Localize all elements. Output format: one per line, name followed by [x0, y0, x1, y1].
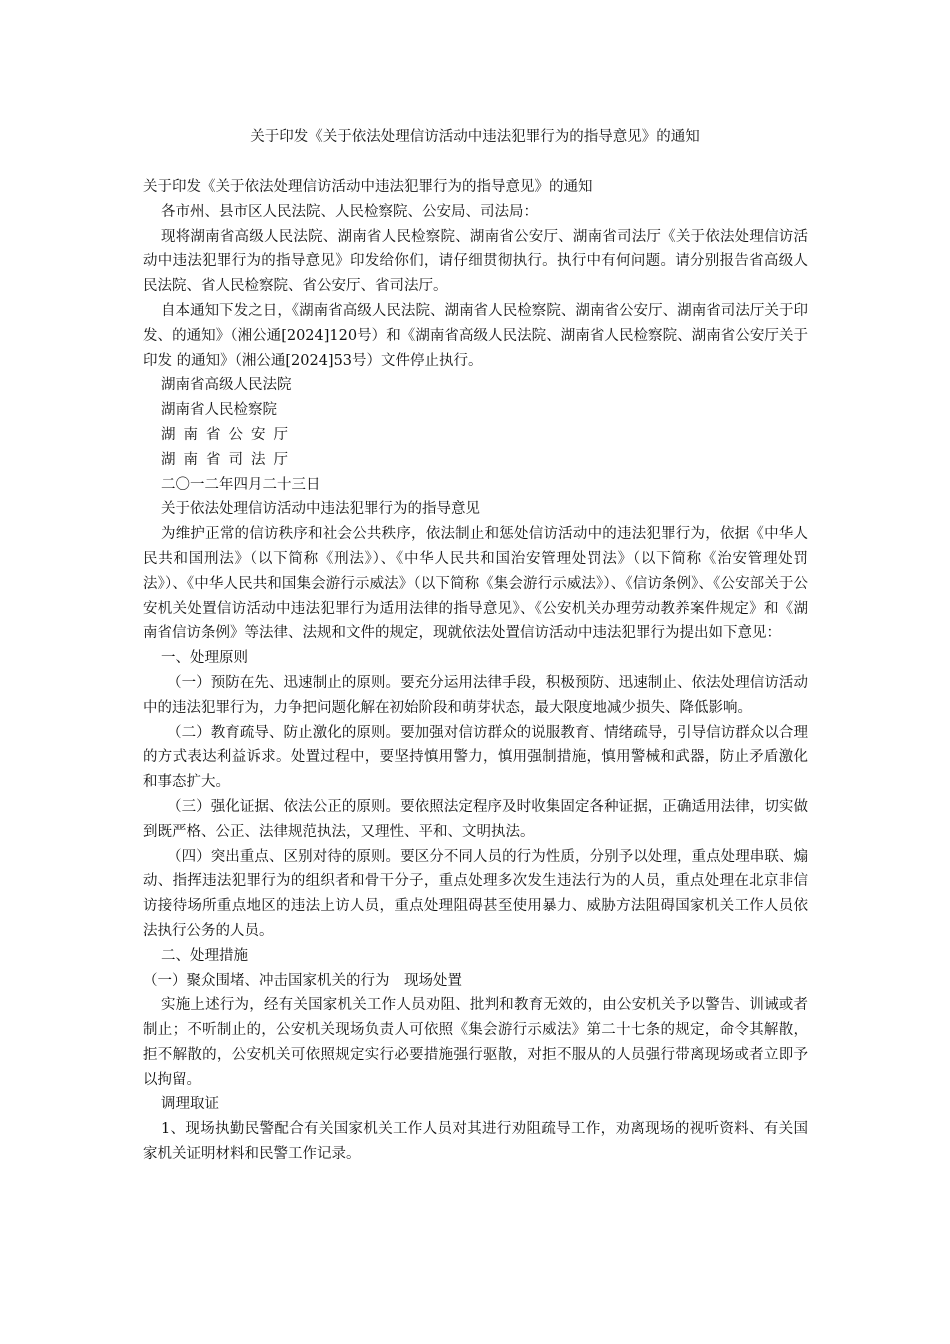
body-paragraph: 自本通知下发之日，《湖南省高级人民法院、湖南省人民检察院、湖南省公安厅、湖南省司法厅关于印发、的通知》（湘公通[2024]120号）和《湖南省高级人民法院、湖南省人民检察院、湖南省公安厅关于印发 的通知》（湘公通[2024]53号）文件停止执行。: [143, 302, 808, 369]
opinion-title: 关于依法处理信访活动中违法犯罪行为的指导意见: [161, 501, 480, 518]
body-paragraph: 1、现场执勤民警配合有关国家机关工作人员对其进行劝阻疏导工作，劝离现场的视听资料、有关国家机关证明材料和民警工作记录。: [143, 1121, 808, 1163]
subsection-heading: （一）聚众围堵、冲击国家机关的行为 现场处置: [143, 972, 462, 989]
signatory-court: 湖南省高级人民法院: [161, 377, 292, 394]
principle-paragraph: （四）突出重点、区别对待的原则。要区分不同人员的行为性质，分别予以处理，重点处理串联、煽动、指挥违法犯罪行为的组织者和骨干分子，重点处理多次发生违法行为的人员，重点处理在北京非信访接待场所重点地区的违法上访人员，重点处理阻碍甚至使用暴力、威胁方法阻碍国家机关工作人员依法执行公务的人员。: [143, 848, 808, 939]
subsection-heading: 调理取证: [161, 1096, 219, 1113]
issue-date: 二〇一二年四月二十三日: [161, 476, 321, 493]
principle-paragraph: （二）教育疏导、防止激化的原则。要加强对信访群众的说服教育、情绪疏导，引导信访群众以合理的方式表达利益诉求。处置过程中，要坚持慎用警力，慎用强制措施，慎用警械和武器，防止矛盾激化和事态扩大。: [143, 724, 808, 791]
section-heading: 一、处理原则: [161, 650, 248, 667]
body-paragraph: 实施上述行为，经有关国家机关工作人员劝阻、批判和教育无效的，由公安机关予以警告、训诫或者制止；不听制止的，公安机关现场负责人可依照《集会游行示威法》第二十七条的规定，命令其解散，拒不解散的，公安机关可依照规定实行必要措施强行驱散，对拒不服从的人员强行带离现场或者立即予以拘留。: [143, 997, 808, 1088]
principle-paragraph: （三）强化证据、依法公正的原则。要依照法定程序及时收集固定各种证据，正确适用法律，切实做到既严格、公正、法律规范执法，又理性、平和、文明执法。: [143, 798, 808, 840]
notice-title: 关于印发《关于依法处理信访活动中违法犯罪行为的指导意见》的通知: [143, 179, 593, 195]
signatory-justice: 湖南省司法厅: [161, 451, 296, 468]
document-heading: 关于印发《关于依法处理信访活动中违法犯罪行为的指导意见》的通知: [250, 129, 700, 145]
principle-paragraph: （一）预防在先、迅速制止的原则。要充分运用法律手段，积极预防、迅速制止、依法处理信访活动中的违法犯罪行为，力争把问题化解在初始阶段和萌芽状态，最大限度地减少损失、降低影响。: [143, 674, 808, 716]
body-paragraph: 现将湖南省高级人民法院、湖南省人民检察院、湖南省公安厅、湖南省司法厅《关于依法处理信访活动中违法犯罪行为的指导意见》印发给你们，请仔细贯彻执行。执行中有何问题。请分别报告省高级人民法院、省人民检察院、省公安厅、省司法厅。: [143, 228, 808, 295]
document-body: [143, 175, 808, 1167]
addressee-line: 各市州、县市区人民法院、人民检察院、公安局、司法局：: [161, 203, 538, 220]
signatory-public-security: 湖南省公安厅: [161, 426, 296, 443]
signatory-procuratorate: 湖南省人民检察院: [161, 402, 277, 419]
section-heading: 二、处理措施: [161, 947, 248, 964]
body-paragraph: 为维护正常的信访秩序和社会公共秩序，依法制止和惩处信访活动中的违法犯罪行为，依据《中华人民共和国刑法》（以下简称《刑法》）、《中华人民共和国治安管理处罚法》（以下简称《治安管理处罚法》）、《中华人民共和国集会游行示威法》（以下简称《集会游行示威法》）、《信访条例》、《公安部关于公安机关处置信访活动中违法犯罪行为适用法律的指导意见》、《公安机关办理劳动教养案件规定》和《湖南省信访条例》等法律、法规和文件的规定，现就依法处置信访活动中违法犯罪行为提出如下意见：: [143, 526, 808, 642]
